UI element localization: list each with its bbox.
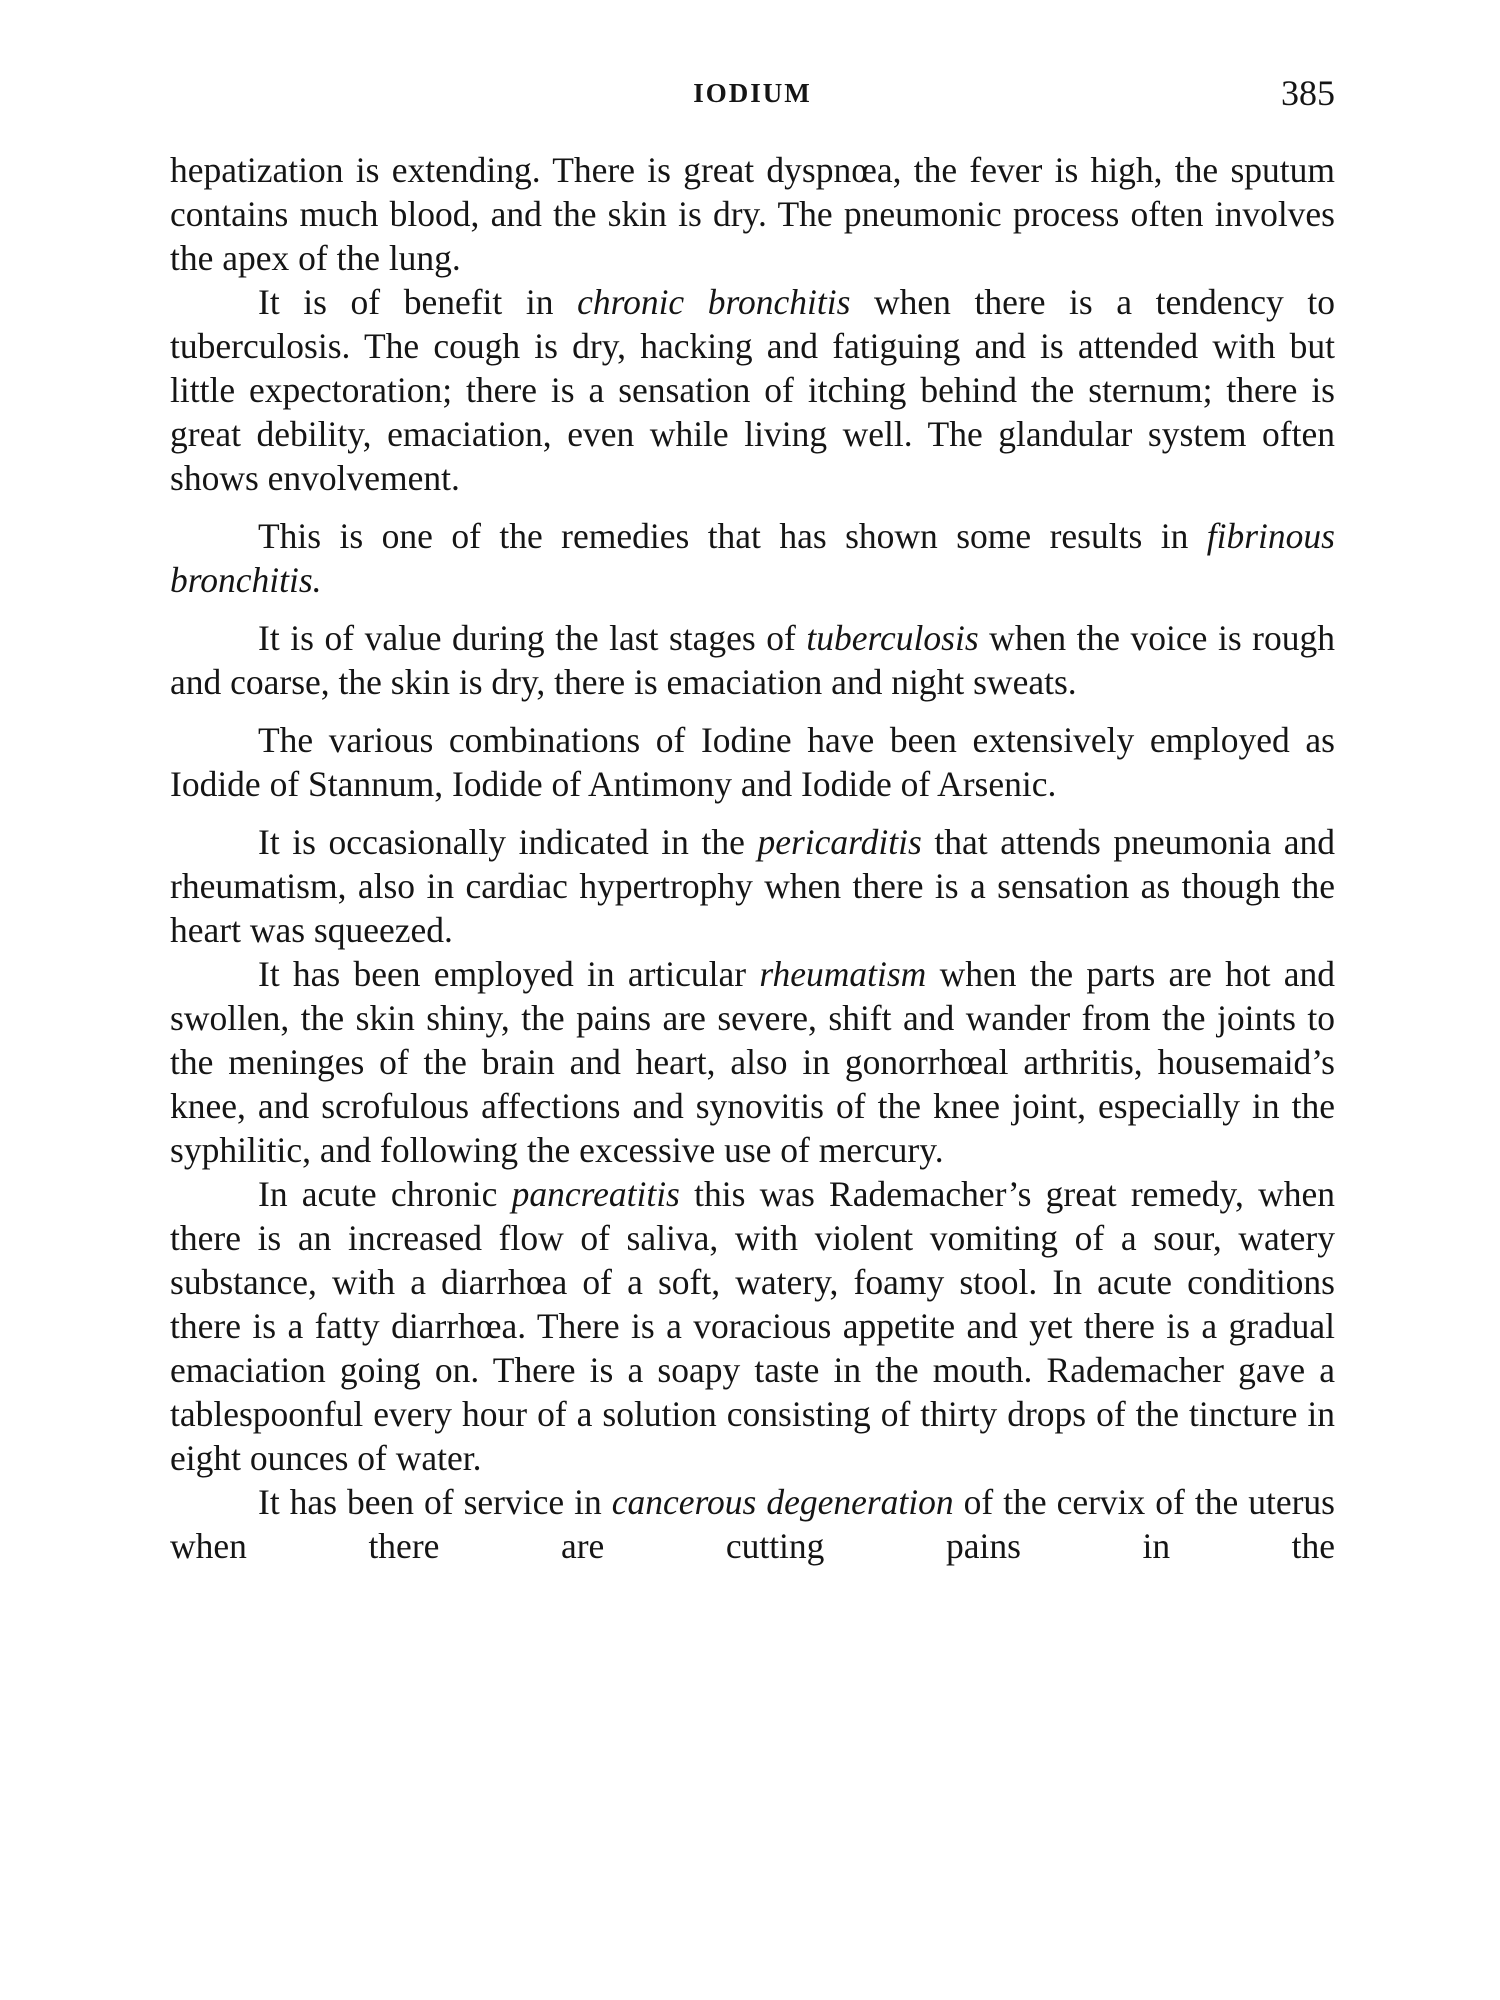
text-run: This is one of the remedies that has shown some results in xyxy=(258,516,1207,556)
paragraph-hepatization xyxy=(170,148,1335,280)
paragraph-tuberculosis xyxy=(170,616,1335,704)
text-run: that attends pneumonia and rheumatism, also in cardiac hypertrophy when there is a sensation as though the heart was squeezed. xyxy=(170,822,1335,950)
italic-term-cancerous-degeneration: cancerous degeneration xyxy=(611,1482,954,1522)
text-run: when the parts are hot and swollen, the skin shiny, the pains are severe, shift and wander from the joints to the meninges of the brain and heart, also in gonorrhœal arthritis, housemaid’s knee, and scrofulous affections and synovitis of the knee joint, especially in the syphilitic, and following the excessive use of mercury. xyxy=(170,954,1335,1170)
paragraph-iodine-combinations xyxy=(170,718,1335,806)
paragraph-chronic-bronchitis xyxy=(170,280,1335,500)
text-run: hepatization is extending. There is great dyspnœa, the fever is high, the sputum contains much blood, and the skin is dry. The pneumonic process often involves the apex of the lung. xyxy=(170,150,1335,278)
paragraph-pancreatitis xyxy=(170,1172,1335,1480)
italic-term-pancreatitis: pancreatitis xyxy=(511,1174,680,1214)
italic-term-chronic-bronchitis: chronic bronchitis xyxy=(577,282,851,322)
paragraph-cancerous-degeneration xyxy=(170,1480,1335,1568)
text-run: when the voice is rough and coarse, the skin is dry, there is emaciation and night sweats. xyxy=(170,618,1336,702)
text-run: this was Rademacher’s great remedy, when there is an increased flow of saliva, with violent vomiting of a sour, watery substance, with a diarrhœa of a soft, watery, foamy stool. In acute conditions there is a fatty diarrhœa. There is a voracious appetite and yet there is a gradual emaciation going on. There is a soapy taste in the mouth. Rademacher gave a tablespoonful every hour of a solution consisting of thirty drops of the tincture in eight ounces of water. xyxy=(170,1174,1335,1478)
running-head-title: IODIUM xyxy=(693,78,812,108)
text-run: It is occasionally indicated in the xyxy=(258,822,758,862)
text-run: of the cervix of the uterus when there are cutting pains in the xyxy=(170,1482,1335,1566)
paragraph-rheumatism xyxy=(170,952,1335,1172)
running-head xyxy=(170,72,1335,116)
page-number: 385 xyxy=(1281,73,1335,113)
text-run: It is of value during the last stages of xyxy=(258,618,807,658)
body-text xyxy=(170,148,1335,1568)
text-run: It has been of service in xyxy=(258,1482,612,1522)
paragraph-pericarditis xyxy=(170,820,1335,952)
text-run: In acute chronic xyxy=(258,1174,512,1214)
italic-term-fibrinous-bronchitis: fibrinous bronchitis. xyxy=(170,516,1335,600)
italic-term-pericarditis: pericarditis xyxy=(757,822,922,862)
text-run: It has been employed in articular xyxy=(258,954,760,994)
text-run: when there is a tendency to tuberculosis. The cough is dry, hacking and fatiguing and is attended with but little expectoration; there is a sensation of itching behind the sternum; there is great debility, emaciation, even while living well. The glandular system often shows envolvement. xyxy=(170,282,1335,498)
paragraph-fibrinous-bronchitis xyxy=(170,514,1335,602)
italic-term-tuberculosis: tuberculosis xyxy=(806,618,979,658)
text-run: It is of benefit in xyxy=(258,282,578,322)
text-run: The various combinations of Iodine have been extensively employed as Iodide of Stannum, Iodide of Antimony and Iodide of Arsenic. xyxy=(170,720,1335,804)
italic-term-rheumatism: rheumatism xyxy=(759,954,927,994)
